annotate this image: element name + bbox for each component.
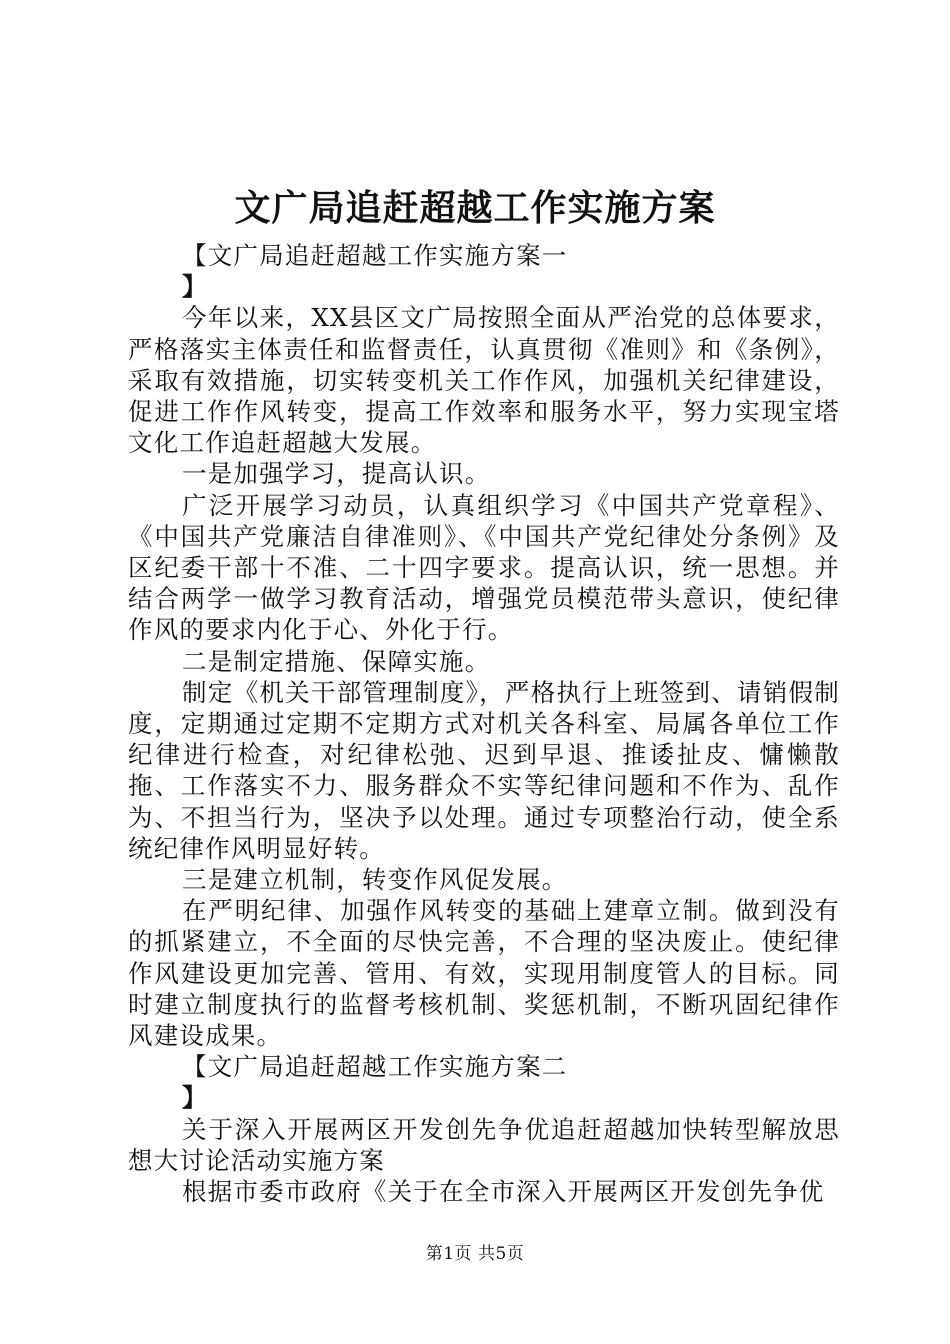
section-heading-1-close: 】: [182, 272, 208, 302]
section-heading-2-text: 【文广局追赶超越工作实施方案二: [182, 1052, 568, 1082]
paragraph: 关于深入开展两区开发创先争优追赶超越加快转型解放思想大讨论活动实施方案: [128, 1114, 840, 1175]
paragraph: 今年以来，XX县区文广局按照全面从严治党的总体要求，严格落实主体责任和监督责任，认真贯彻《准则》和《条例》，采取有效措施，切实转变机关工作作风，加强机关纪律建设，促进工作作风转变，提高工作效率和服务水平，努力实现宝塔文化工作追赶超越大发展。: [128, 303, 840, 458]
section-heading-2-close: 】: [182, 1083, 208, 1113]
section-heading-1-text: 【文广局追赶超越工作实施方案一: [182, 241, 568, 270]
section-heading-1: [128, 240, 840, 302]
paragraph: 三是建立机制，转变作风促发展。: [182, 865, 568, 895]
document-body: [128, 240, 840, 1207]
document-title: 文广局追赶超越工作实施方案: [234, 187, 716, 229]
paragraph: 制定《机关干部管理制度》，严格执行上班签到、请销假制度，定期通过定期不定期方式对机关各科室、局属各单位工作纪律进行检查，对纪律松弛、迟到早退、推诿扯皮、慵懒散拖、工作落实不力、服务群众不实等纪律问题和不作为、乱作为、不担当行为，坚决予以处理。通过专项整治行动，使全系统纪律作风明显好转。: [128, 677, 840, 863]
paragraph: 在严明纪律、加强作风转变的基础上建章立制。做到没有的抓紧建立，不全面的尽快完善，不合理的坚决废止。使纪律作风建设更加完善、管用、有效，实现用制度管人的目标。同时建立制度执行的监督考核机制、奖惩机制，不断巩固纪律作风建设成果。: [128, 896, 840, 1051]
paragraph: 一是加强学习，提高认识。: [182, 459, 491, 489]
paragraph: 广泛开展学习动员，认真组织学习《中国共产党章程》、《中国共产党廉洁自律准则》、《中国共产党纪律处分条例》及区纪委干部十不准、二十四字要求。提高认识，统一思想。并结合两学一做学习教育活动，增强党员模范带头意识，使纪律作风的要求内化于心、外化于行。: [128, 490, 840, 645]
paragraph: 二是制定措施、保障实施。: [182, 646, 491, 676]
paragraph: 根据市委市政府《关于在全市深入开展两区开发创先争优: [182, 1177, 825, 1207]
page-number-footer: 第1页 共5页: [425, 1244, 525, 1264]
section-heading-2: [128, 1051, 840, 1113]
